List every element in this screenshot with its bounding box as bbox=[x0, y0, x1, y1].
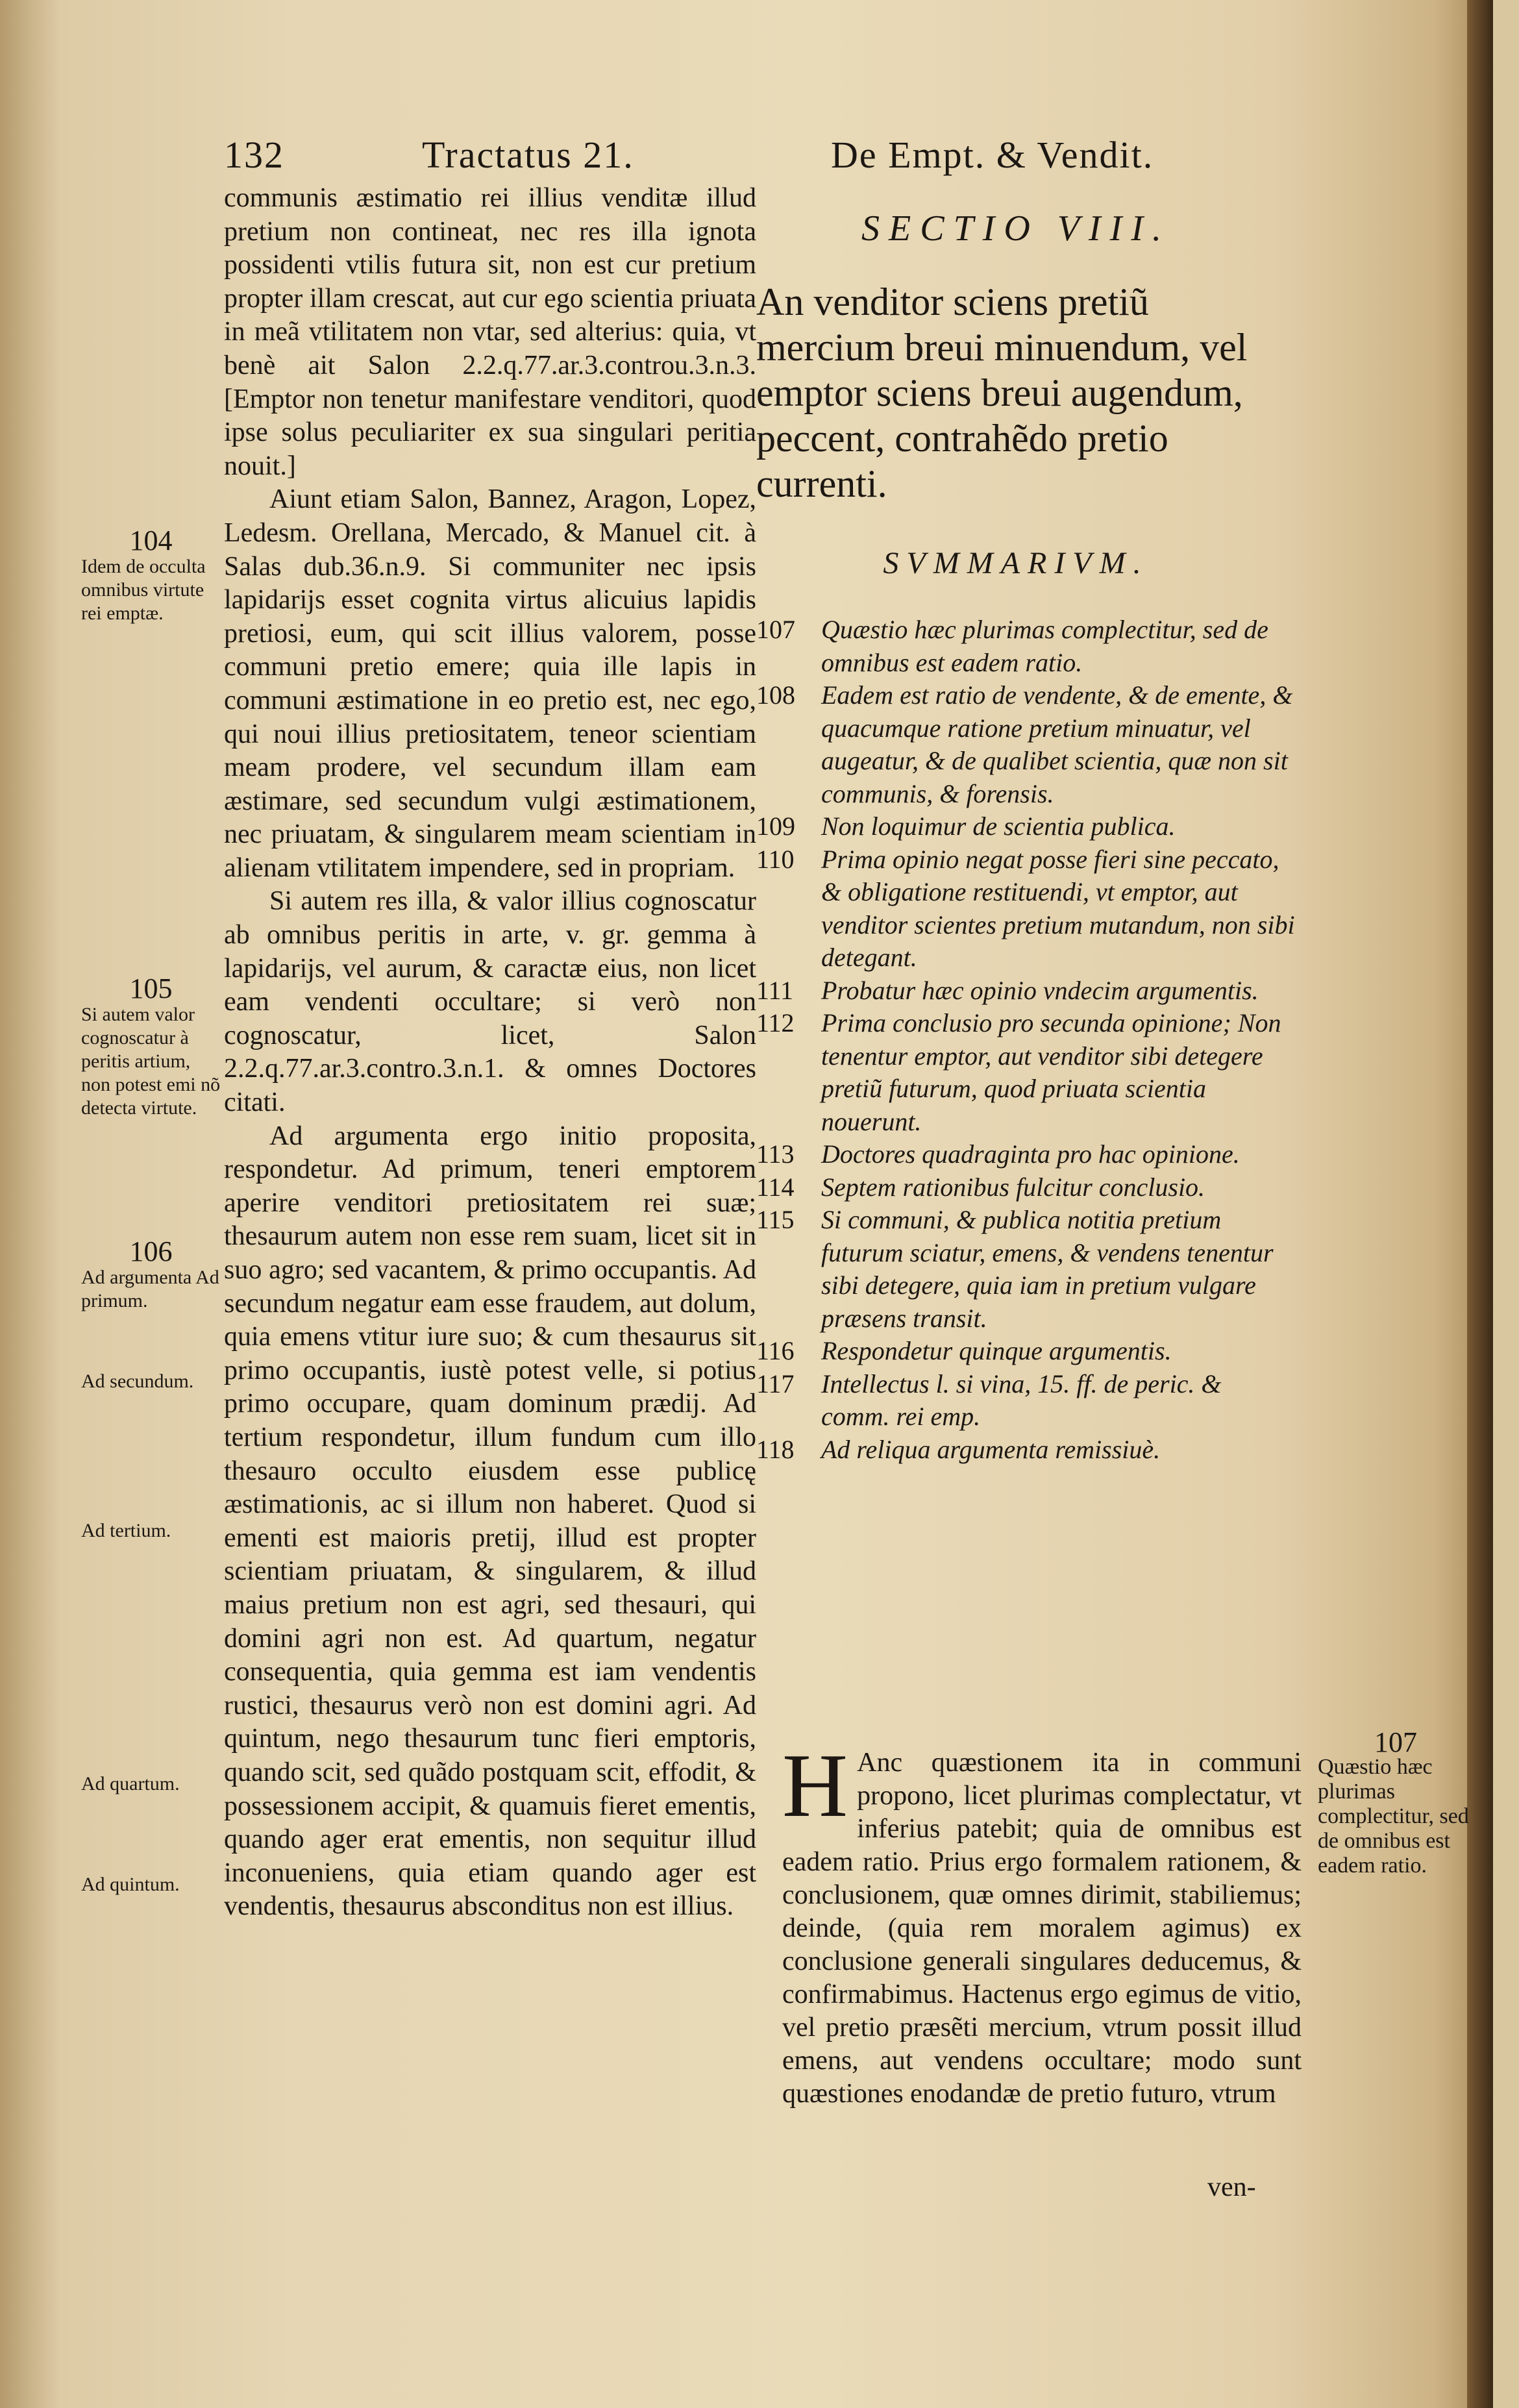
section-heading: SECTIO VIII. bbox=[861, 208, 1170, 249]
margin-note bbox=[81, 973, 221, 1120]
summary-item bbox=[756, 1007, 1295, 1138]
paragraph: Si autem res illa, & valor illius cognoscatur ab omnibus peritis in arte, v. gr. gemma à lapidarijs, vel aurum, & caractæ eius, non licet eam vendenti occultare; si verò non cognoscatur, licet, Salon 2.2.q.77.ar.3.contro.3.n.1. & omnes Doctores citati. bbox=[224, 886, 756, 1118]
body-paragraph: Anc quæstionem ita in communi propono, licet plurimas complectatur, vt inferius patebit; quia de omnibus est eadem ratio. Prius ergo formalem rationem, & conclusionem, quæ omnes dirimit, stabiliemus; deinde, (quia rem moralem agimus) ex conclusione generali singulares deducemus, & confirmabimus. Hactenus ergo egimus de vitio, vel pretio præsẽti mercium, vtrum possit illud emens, aut vendens occultare; modo sunt quæstiones enodandæ de pretio futuro, vtrum bbox=[782, 1748, 1302, 2109]
margin-note bbox=[81, 1235, 221, 1313]
summary-item bbox=[756, 1138, 1295, 1171]
summary-text: Non loquimur de scientia publica. bbox=[821, 812, 1176, 841]
summary-number: 110 bbox=[756, 844, 795, 874]
summary-number: 116 bbox=[756, 1336, 795, 1365]
summary-list bbox=[756, 614, 1295, 1466]
paragraph: Ad argumenta ergo initio proposita, respondetur. Ad primum, teneri emptorem aperire venditori pretiositatem rei suæ; thesaurum autem non esse rem suam, licet sit in suo agro; sed vacantem, & primo occupantis. Ad secundum negatur eam esse fraudem, aut dolum, quia emens vtitur iure suo; & cum thesaurus sit primo occupantis, iustè potest velle, si potius primo occupare, quam dominum prædij. Ad tertium respondetur, illum fundum cum illo thesauro occulto eiusdem esse publicę æstimationis, ac si illum non haberet. Quod si ementi est maioris pretij, illud est propter scientiam priuatam, & singularem, & illud maius pretium non est agri, sed thesauri, qui domini agri non est. Ad quartum, negatur consequentia, quia gemma est iam vendentis rustici, thesaurus verò non est domini agri. Ad quintum, nego thesaurum tunc fieri emptoris, quando scit, sed quãdo postquam scit, effodit, & possessionem accipit, & quamuis fieret ementis, quando ager erat ementis, non sequitur illud inconueniens, quia etiam quando ager est vendentis, thesaurus absconditus non est illius. bbox=[224, 1121, 756, 1922]
summary-text: Doctores quadraginta pro hac opinione. bbox=[821, 1139, 1240, 1169]
margin-note bbox=[81, 1873, 221, 1896]
summary-text: Quæstio hæc plurimas complectitur, sed de omnibus est eadem ratio. bbox=[821, 615, 1268, 677]
margin-note-text: Ad quartum. bbox=[81, 1773, 180, 1794]
summary-text: Intellectus l. si vina, 15. ff. de peric. & comm. rei emp. bbox=[821, 1369, 1222, 1431]
margin-note-text: Quæstio hæc plurimas complectitur, sed de omnibus est eadem ratio. bbox=[1318, 1755, 1469, 1878]
summary-number: 115 bbox=[756, 1205, 795, 1234]
summary-text: Prima opinio negat posse fieri sine peccato, & obligatione restituendi, vt emptor, aut venditor scientes pretium mutandum, non sibi detegant. bbox=[821, 844, 1295, 972]
summary-item bbox=[756, 843, 1295, 974]
summary-number: 108 bbox=[756, 680, 795, 710]
catchword: ven- bbox=[1207, 2172, 1256, 2202]
summary-number: 118 bbox=[756, 1434, 795, 1464]
paragraph: Aiunt etiam Salon, Bannez, Aragon, Lopez, Ledesm. Orellana, Mercado, & Manuel cit. à Salas dub.36.n.9. Si communiter nec ipsis lapidarijs esset cognita virtus alicuius lapidis pretiosi, eum, qui scit illius valorem, posse communi pretio emere; quia ille lapis in communi æstimatione in eo pretio est, nec ego, qui noui illius pretiositatem, teneor scientiam meam prodere, vel secundum illam eam æstimare, sed secundum vulgi æstimationem, nec priuatam, & singularem meam scientiam in alienam vtilitatem impendere, sed in propriam. bbox=[224, 484, 756, 883]
summary-text: Si communi, & publica notitia pretium futurum sciatur, emens, & vendens tenentur sibi detegere, quia iam in pretium vulgare præsens transit. bbox=[821, 1205, 1274, 1333]
summary-number: 114 bbox=[756, 1172, 795, 1202]
margin-note-text: Ad secundum. bbox=[81, 1371, 194, 1392]
summary-heading: SVMMARIVM. bbox=[883, 546, 1149, 580]
summary-item bbox=[756, 614, 1295, 679]
summary-number: 112 bbox=[756, 1008, 795, 1037]
summary-number: 113 bbox=[756, 1139, 795, 1169]
summary-item bbox=[756, 679, 1295, 810]
summary-item bbox=[756, 1171, 1295, 1204]
right-running-title: De Empt. & Vendit. bbox=[831, 134, 1154, 176]
paragraph: communis æstimatio rei illius venditæ illud pretium non contineat, nec res illa ignota possidenti vtilis futura sit, non est cur pretium propter illam crescat, aut cur ego scientia priuata in meã vtilitatem non vtar, sed alterius: quia, vt benè ait Salon 2.2.q.77.ar.3.controu.3.n.3. [Emptor non tenetur manifestare venditori, quod ipse solus peculiariter ex sua singulari peritia nouit.] bbox=[224, 183, 756, 481]
summary-item bbox=[756, 1204, 1295, 1335]
right-margin-note bbox=[1318, 1726, 1474, 1878]
summary-number: 109 bbox=[756, 812, 795, 841]
margin-note bbox=[81, 525, 221, 625]
margin-note bbox=[81, 1519, 221, 1543]
book-edge bbox=[1467, 0, 1493, 2408]
margin-note-text: Ad tertium. bbox=[81, 1520, 171, 1541]
margin-note bbox=[81, 1772, 221, 1796]
summary-item bbox=[756, 1434, 1295, 1467]
summary-text: Eadem est ratio de vendente, & de emente, & quacumque ratione pretium minuatur, vel augeatur, & de qualibet scientia, quæ non sit communis, & forensis. bbox=[821, 680, 1293, 808]
margin-note-number: 105 bbox=[129, 973, 173, 1004]
summary-number: 111 bbox=[756, 975, 794, 1005]
summary-text: Prima conclusio pro secunda opinione; Non tenentur emptor, aut venditor sibi detegere pretiũ futurum, quod priuata scientia nouerunt. bbox=[821, 1008, 1281, 1136]
right-body-text bbox=[782, 1735, 1302, 2111]
drop-cap: H bbox=[782, 1735, 848, 1836]
summary-number: 117 bbox=[756, 1369, 795, 1398]
summary-number: 107 bbox=[756, 615, 795, 644]
summary-item bbox=[756, 810, 1295, 843]
margin-note-text: Si autem valor cognoscatur à peritis artium, non potest emi nõ detecta virtute. bbox=[81, 1004, 221, 1119]
left-text-column bbox=[224, 182, 756, 1924]
margin-note bbox=[81, 1370, 221, 1393]
margin-note-number: 107 bbox=[1374, 1726, 1417, 1758]
summary-text: Septem rationibus fulcitur conclusio. bbox=[821, 1172, 1205, 1202]
page-number: 132 bbox=[224, 134, 284, 176]
summary-item bbox=[756, 974, 1295, 1008]
summary-item bbox=[756, 1335, 1295, 1368]
summary-item bbox=[756, 1368, 1295, 1434]
margin-note-text: Idem de occulta omnibus virtute rei emptæ. bbox=[81, 556, 206, 624]
section-title: An venditor sciens pretiũ mercium breui minuendum, vel emptor sciens breui augendum, peccent, contrahẽdo pretio currenti. bbox=[756, 280, 1248, 505]
left-running-title: Tractatus 21. bbox=[422, 134, 634, 176]
summary-text: Probatur hæc opinio vndecim argumentis. bbox=[821, 975, 1259, 1005]
summary-text: Respondetur quinque argumentis. bbox=[821, 1336, 1172, 1365]
margin-note-text: Ad quintum. bbox=[81, 1874, 180, 1895]
margin-note-number: 106 bbox=[129, 1235, 173, 1267]
margin-note-text: Ad argumenta Ad primum. bbox=[81, 1267, 219, 1311]
summary-text: Ad reliqua argumenta remissiuè. bbox=[821, 1434, 1161, 1464]
margin-note-number: 104 bbox=[129, 525, 173, 556]
